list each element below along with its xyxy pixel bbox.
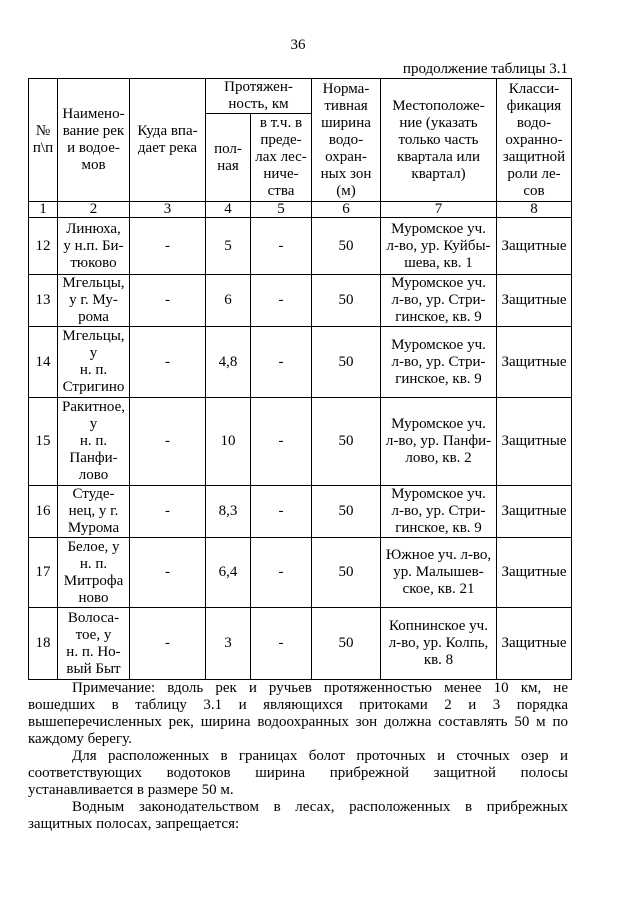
cell-location: Муромское уч. л-во, ур. Стри- гинское, кв. 9 xyxy=(381,275,497,327)
cell-classification: Защитные xyxy=(497,608,572,680)
cell-location: Муромское уч. л-во, ур. Стри- гинское, кв. 9 xyxy=(381,327,497,398)
note-paragraph xyxy=(28,680,568,748)
table-row xyxy=(29,275,572,327)
cell-classification: Защитные xyxy=(497,327,572,398)
note-line: вышеперечисленных рек, ширина водоохранных зон должна составлять 50 м по xyxy=(28,714,568,730)
cell-water-body-name: Волоса- тое, у н. п. Но- вый Быт xyxy=(58,608,130,680)
cell-location: Муромское уч. л-во, ур. Куйбы- шева, кв. 1 xyxy=(381,218,497,275)
cell-number: 15 xyxy=(29,398,58,486)
column-number-label: 5 xyxy=(251,202,312,218)
header-location: Местоположе- ние (указать только часть квартала или квартал) xyxy=(381,79,497,202)
cell-length-forestry: - xyxy=(251,398,312,486)
header-length-group: Протяжен- ность, км xyxy=(206,79,312,114)
note-line: соответствующих водотоков ширина прибрежной защитной полосы xyxy=(28,765,568,781)
cell-number: 14 xyxy=(29,327,58,398)
note-paragraph xyxy=(28,748,568,799)
cell-water-body-name: Мгельцы, у г. Му- рома xyxy=(58,275,130,327)
cell-flows-into: - xyxy=(130,275,206,327)
note-line: вошедших в таблицу 3.1 и являющихся притоками 2 и 3 порядка xyxy=(28,697,568,713)
column-number-label: 2 xyxy=(58,202,130,218)
cell-zone-width: 50 xyxy=(312,275,381,327)
column-number-label: 3 xyxy=(130,202,206,218)
cell-water-body-name: Студе- нец, у г. Мурома xyxy=(58,486,130,538)
cell-flows-into: - xyxy=(130,398,206,486)
cell-location: Южное уч. л-во, ур. Малышев- ское, кв. 21 xyxy=(381,538,497,608)
column-number-label: 1 xyxy=(29,202,58,218)
page-number: 36 xyxy=(290,37,306,53)
cell-number: 12 xyxy=(29,218,58,275)
cell-location: Копнинское уч. л-во, ур. Колпь, кв. 8 xyxy=(381,608,497,680)
header-number: № п\п xyxy=(29,79,58,202)
cell-length-total: 5 xyxy=(206,218,251,275)
cell-zone-width: 50 xyxy=(312,218,381,275)
cell-flows-into: - xyxy=(130,218,206,275)
cell-length-total: 6 xyxy=(206,275,251,327)
water-bodies-table xyxy=(28,78,572,680)
header-water-body-name: Наимено- вание рек и водое- мов xyxy=(58,79,130,202)
cell-zone-width: 50 xyxy=(312,608,381,680)
table-row xyxy=(29,608,572,680)
cell-water-body-name: Ракитное, у н. п. Панфи- лово xyxy=(58,398,130,486)
cell-water-body-name: Линюха, у н.п. Би- тюково xyxy=(58,218,130,275)
cell-length-total: 6,4 xyxy=(206,538,251,608)
table-row xyxy=(29,327,572,398)
cell-classification: Защитные xyxy=(497,275,572,327)
column-number-label: 4 xyxy=(206,202,251,218)
cell-zone-width: 50 xyxy=(312,486,381,538)
cell-number: 16 xyxy=(29,486,58,538)
column-number-label: 6 xyxy=(312,202,381,218)
column-number-label: 7 xyxy=(381,202,497,218)
cell-number: 18 xyxy=(29,608,58,680)
table-continuation-label: продолжение таблицы 3.1 xyxy=(402,61,568,77)
cell-number: 17 xyxy=(29,538,58,608)
header-classification: Класси- фикация водо- охранно- защитной роли ле- сов xyxy=(497,79,572,202)
cell-classification: Защитные xyxy=(497,538,572,608)
cell-length-total: 4,8 xyxy=(206,327,251,398)
header-zone-width: Норма- тивная ширина водо- охран- ных зон (м) xyxy=(312,79,381,202)
notes-section xyxy=(28,680,568,833)
header-flows-into: Куда впа- дает река xyxy=(130,79,206,202)
note-line: Водным законодательством в лесах, расположенных в прибрежных xyxy=(72,799,568,815)
table-row xyxy=(29,538,572,608)
note-line: защитных полосах, запрещается: xyxy=(28,816,240,832)
note-line: Примечание: вдоль рек и ручьев протяженностью менее 10 км, не xyxy=(72,680,568,696)
cell-length-forestry: - xyxy=(251,608,312,680)
cell-zone-width: 50 xyxy=(312,327,381,398)
cell-number: 13 xyxy=(29,275,58,327)
cell-zone-width: 50 xyxy=(312,398,381,486)
cell-location: Муромское уч. л-во, ур. Панфи- лово, кв. 2 xyxy=(381,398,497,486)
cell-location: Муромское уч. л-во, ур. Стри- гинское, кв. 9 xyxy=(381,486,497,538)
cell-water-body-name: Белое, у н. п. Митрофа ново xyxy=(58,538,130,608)
cell-flows-into: - xyxy=(130,327,206,398)
cell-length-total: 3 xyxy=(206,608,251,680)
table-row xyxy=(29,486,572,538)
note-line: устанавливается в размере 50 м. xyxy=(28,782,234,798)
cell-water-body-name: Мгельцы, у н. п. Стригино xyxy=(58,327,130,398)
cell-length-forestry: - xyxy=(251,327,312,398)
cell-flows-into: - xyxy=(130,486,206,538)
cell-length-forestry: - xyxy=(251,486,312,538)
column-numbers-row xyxy=(29,202,572,218)
cell-length-total: 10 xyxy=(206,398,251,486)
cell-flows-into: - xyxy=(130,608,206,680)
column-number-label: 8 xyxy=(497,202,572,218)
cell-length-forestry: - xyxy=(251,275,312,327)
cell-classification: Защитные xyxy=(497,486,572,538)
cell-classification: Защитные xyxy=(497,398,572,486)
cell-flows-into: - xyxy=(130,538,206,608)
note-line: Для расположенных в границах болот проточных и сточных озер и xyxy=(72,748,568,764)
header-row-top xyxy=(29,79,572,114)
cell-length-total: 8,3 xyxy=(206,486,251,538)
note-paragraph xyxy=(28,799,568,833)
cell-length-forestry: - xyxy=(251,218,312,275)
header-length-total: пол- ная xyxy=(206,114,251,202)
cell-classification: Защитные xyxy=(497,218,572,275)
note-line: каждому берегу. xyxy=(28,731,132,747)
table-row xyxy=(29,398,572,486)
cell-zone-width: 50 xyxy=(312,538,381,608)
cell-length-forestry: - xyxy=(251,538,312,608)
header-length-forestry: в т.ч. в преде- лах лес- ниче- ства xyxy=(251,114,312,202)
table-row xyxy=(29,218,572,275)
